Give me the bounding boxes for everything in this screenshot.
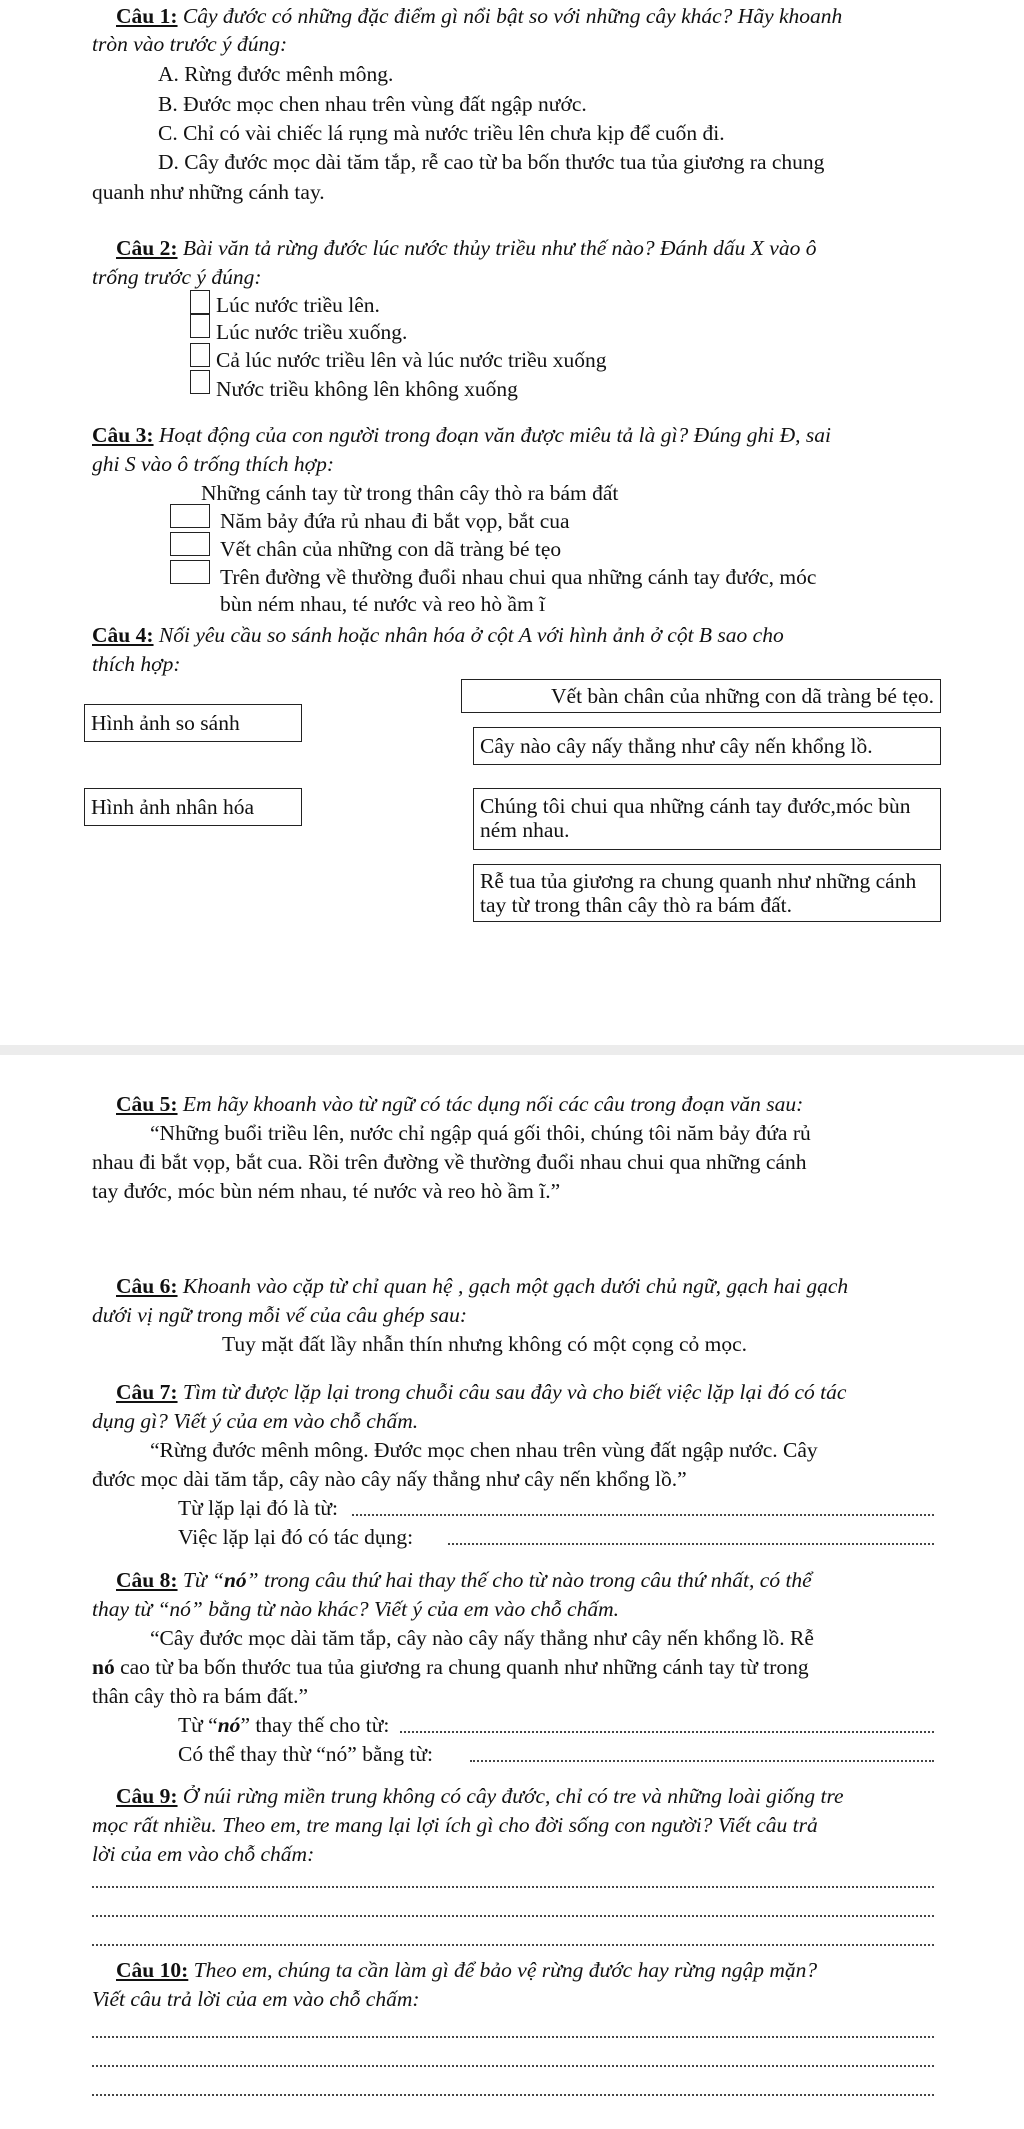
q6-sentence: Tuy mặt đất lầy nhẫn thín nhưng không có một cọng cỏ mọc. [222,1332,748,1356]
q5-text: Em hãy khoanh vào từ ngữ có tác dụng nối các câu trong đoạn văn sau: [177,1092,804,1116]
q9-answer-line-2[interactable] [92,1915,934,1917]
q8-answer-1-line[interactable] [400,1731,934,1733]
q6-number: Câu 6: [116,1274,178,1298]
q10-answer-line-1[interactable] [92,2036,934,2038]
q4-colB-item-2[interactable]: Cây nào cây nấy thẳng như cây nến khổng lồ. [473,727,941,765]
q3-box-1[interactable] [170,504,210,528]
q6-line2: dưới vị ngữ trong mỗi vế của câu ghép sau: [92,1303,468,1327]
q4-text: Nối yêu cầu so sánh hoặc nhân hóa ở cột A với hình ảnh ở cột B sao cho [153,623,784,647]
q8-a1-post: ” thay thế cho từ: [240,1713,390,1737]
q5-line1 [116,1092,803,1117]
q9-text: Ở núi rừng miền trung không có cây đước, chỉ có tre và những loài giống tre [177,1784,844,1808]
q2-option-1: Lúc nước triều lên. [216,293,380,317]
q8-para-2 [92,1655,809,1680]
q2-line2: trống trước ý đúng: [92,265,262,289]
q3-option-3: Vết chân của những con dã tràng bé tẹo [220,537,562,561]
q9-answer-line-3[interactable] [92,1944,934,1946]
q3-box-2[interactable] [170,532,210,556]
q10-answer-line-2[interactable] [92,2065,934,2067]
q2-checkbox-3[interactable] [190,343,210,367]
q2-option-4: Nước triều không lên không xuống [216,377,518,401]
q1-line1 [116,4,842,29]
q9-answer-line-1[interactable] [92,1886,934,1888]
q8-answer-1-label [178,1713,389,1738]
q8-line2: thay từ “nó” bằng từ nào khác? Viết ý của em vào chỗ chấm. [92,1597,620,1621]
q1-number: Câu 1: [116,4,178,28]
q7-answer-2-line[interactable] [448,1543,934,1545]
q8-text-a: Từ “ [177,1568,224,1592]
q8-text-b: ” trong câu thứ hai thay thế cho từ nào trong câu thứ nhất, có thể [246,1568,812,1592]
q2-checkbox-2[interactable] [190,314,210,338]
q7-para-2: đước mọc dài tăm tắp, cây nào cây nấy thẳng như cây nến khổng lồ.” [92,1467,687,1491]
q2-text: Bài văn tả rừng đước lúc nước thủy triều như thế nào? Đánh dấu X vào ô [177,236,817,260]
q3-line2: ghi S vào ô trống thích hợp: [92,452,334,476]
q8-word: nó [223,1568,247,1592]
q10-line1 [116,1958,817,1983]
q7-line2: dụng gì? Viết ý của em vào chỗ chấm. [92,1409,419,1433]
q2-line1 [116,236,816,261]
q4-line2: thích hợp: [92,652,181,676]
q4-line1 [92,623,784,648]
q4-colA-item-1[interactable]: Hình ảnh so sánh [84,704,302,742]
q4-colA-item-2[interactable]: Hình ảnh nhân hóa [84,788,302,826]
q9-line3: lời của em vào chỗ chấm: [92,1842,315,1866]
q1-option-d-cont: quanh như những cánh tay. [92,180,325,204]
q1-text: Cây đước có những đặc điểm gì nổi bật so với những cây khác? Hãy khoanh [177,4,843,28]
q8-answer-2-label: Có thể thay thừ “nó” bằng từ: [178,1742,433,1766]
q9-line1 [116,1784,844,1809]
q5-para-2: nhau đi bắt vọp, bắt cua. Rồi trên đường về thường đuổi nhau chui qua những cánh [92,1150,807,1174]
q8-para-word: nó [92,1655,115,1679]
q2-checkbox-4[interactable] [190,370,210,394]
q7-para-1: “Rừng đước mênh mông. Đước mọc chen nhau trên vùng đất ngập nước. Cây [150,1438,818,1462]
q7-answer-1-line[interactable] [352,1514,934,1516]
q3-option-4: Trên đường về thường đuổi nhau chui qua những cánh tay đước, móc [220,565,817,589]
q1-option-d[interactable]: D. Cây đước mọc dài tăm tắp, rễ cao từ ba bốn thước tua tủa giương ra chung [158,150,825,174]
q4-colB-item-3[interactable]: Chúng tôi chui qua những cánh tay đước,móc bùn ném nhau. [473,788,941,850]
q10-line2: Viết câu trả lời của em vào chỗ chấm: [92,1987,420,2011]
q5-number: Câu 5: [116,1092,178,1116]
q8-answer-2-line[interactable] [470,1760,934,1762]
q7-line1 [116,1380,846,1405]
q10-number: Câu 10: [116,1958,189,1982]
q3-line1 [92,423,831,448]
q8-para-3: thân cây thò ra bám đất.” [92,1684,309,1708]
q8-number: Câu 8: [116,1568,178,1592]
q10-text: Theo em, chúng ta cần làm gì để bảo vệ rừng đước hay rừng ngập mặn? [188,1958,818,1982]
q2-option-2: Lúc nước triều xuống. [216,320,408,344]
q3-number: Câu 3: [92,423,154,447]
q1-option-a[interactable]: A. Rừng đước mênh mông. [158,62,394,86]
q7-answer-1-label: Từ lặp lại đó là từ: [178,1496,339,1520]
q6-text: Khoanh vào cặp từ chỉ quan hệ , gạch một gạch dưới chủ ngữ, gạch hai gạch [177,1274,849,1298]
q2-checkbox-1[interactable] [190,290,210,314]
q7-text: Tìm từ được lặp lại trong chuỗi câu sau đây và cho biết việc lặp lại đó có tác [177,1380,847,1404]
q10-answer-line-3[interactable] [92,2094,934,2096]
q8-line1 [116,1568,812,1593]
q1-option-b[interactable]: B. Đước mọc chen nhau trên vùng đất ngập nước. [158,92,587,116]
q9-line2: mọc rất nhiều. Theo em, tre mang lại lợi ích gì cho đời sống con người? Viết câu trả [92,1813,818,1837]
q5-para-1: “Những buổi triều lên, nước chỉ ngập quá gối thôi, chúng tôi năm bảy đứa rủ [150,1121,811,1145]
q3-option-2: Năm bảy đứa rủ nhau đi bắt vọp, bắt cua [220,509,570,533]
q2-option-3: Cả lúc nước triều lên và lúc nước triều xuống [216,348,607,372]
q4-colB-item-1[interactable]: Vết bàn chân của những con dã tràng bé tẹo. [461,679,941,713]
q1-line2: tròn vào trước ý đúng: [92,32,288,56]
q5-para-3: tay đước, móc bùn ném nhau, té nước và reo hò ầm ĩ.” [92,1179,561,1203]
q8-a1-pre: Từ “ [178,1713,218,1737]
q9-number: Câu 9: [116,1784,178,1808]
q3-box-3[interactable] [170,560,210,584]
q1-option-c[interactable]: C. Chỉ có vài chiếc lá rụng mà nước triều lên chưa kịp để cuốn đi. [158,121,725,145]
q8-para-2-text: cao từ ba bốn thước tua tủa giương ra chung quanh như những cánh tay từ trong [114,1655,809,1679]
q4-number: Câu 4: [92,623,154,647]
q8-a1-word: nó [217,1713,241,1737]
q2-number: Câu 2: [116,236,178,260]
q4-colB-item-4[interactable]: Rễ tua tủa giương ra chung quanh như những cánh tay từ trong thân cây thò ra bám đất. [473,864,941,922]
q3-text: Hoạt động của con người trong đoạn văn được miêu tả là gì? Đúng ghi Đ, sai [153,423,831,447]
q8-para-1: “Cây đước mọc dài tăm tắp, cây nào cây nấy thẳng như cây nến khổng lồ. Rễ [150,1626,814,1650]
q6-line1 [116,1274,848,1299]
page-break [0,1045,1024,1055]
q3-option-1: Những cánh tay từ trong thân cây thò ra bám đất [201,481,619,505]
q3-option-4-cont: bùn ném nhau, té nước và reo hò ầm ĩ [220,592,546,616]
q7-answer-2-label: Việc lặp lại đó có tác dụng: [178,1525,414,1549]
q7-number: Câu 7: [116,1380,178,1404]
